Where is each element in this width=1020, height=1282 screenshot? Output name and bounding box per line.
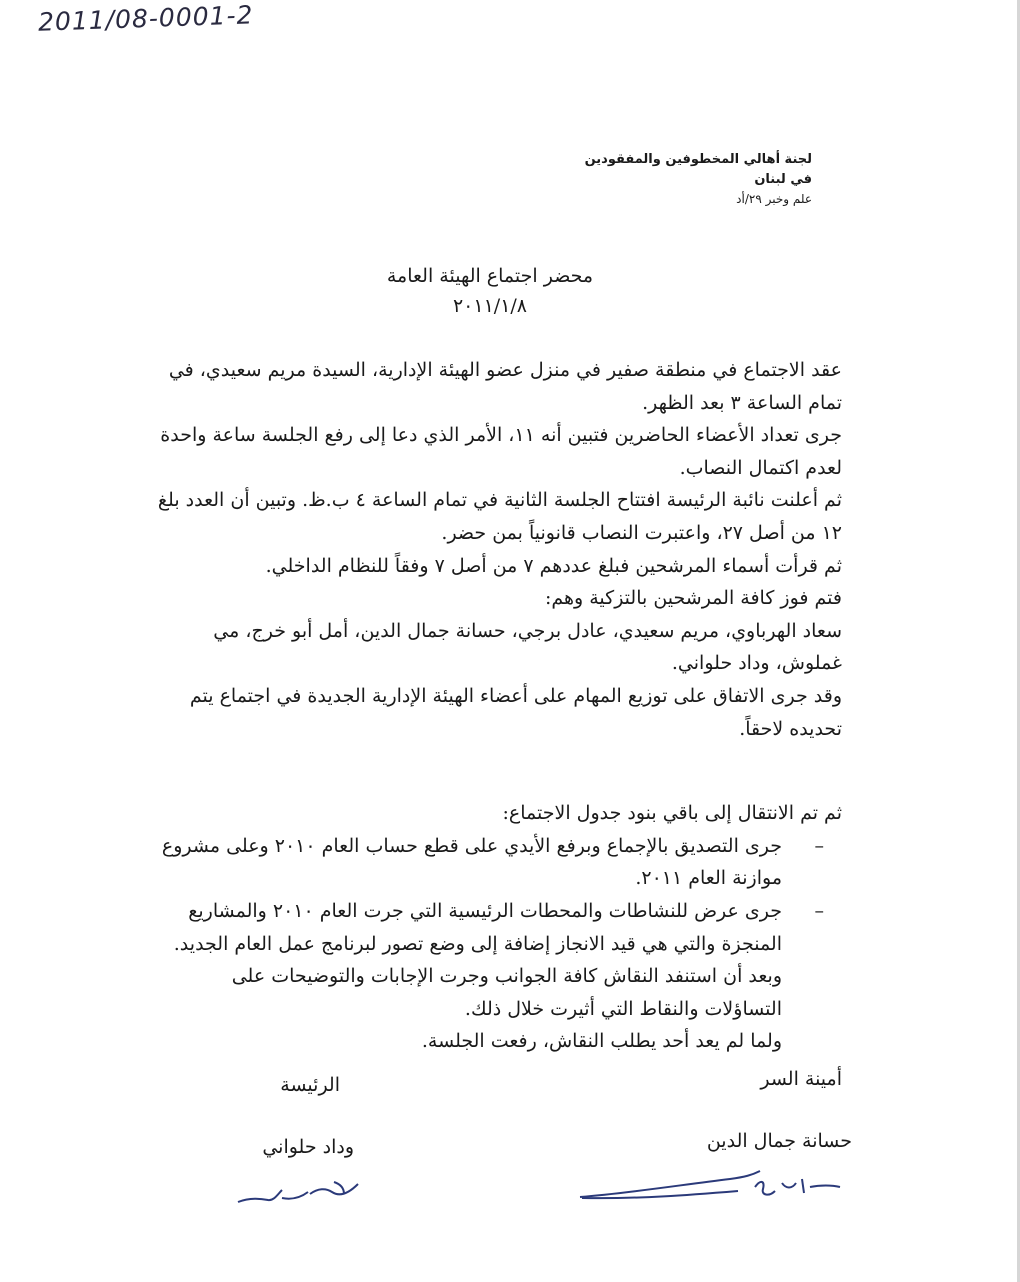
secretary-label: أمينة السر: [760, 1068, 842, 1090]
paragraph: سعاد الهرباوي، مريم سعيدي، عادل برجي، حسانة جمال الدين، أمل أبو خرج، مي غملوش، وداد حلواني.: [213, 619, 842, 675]
paragraph: ثم أعلنت نائبة الرئيسة افتتاح الجلسة الثانية في تمام الساعة ٤ ب.ظ. وتبين أن العدد بلغ ١٢ من أصل ٢٧، واعتبرت النصاب قانونياً بمن حضر.: [157, 489, 842, 544]
paragraph: عقد الاجتماع في منطقة صفير في منزل عضو الهيئة الإدارية، السيدة مريم سعيدي، في تمام الساعة ٣ بعد الظهر.: [168, 359, 842, 414]
closing-paragraph: ولما لم يعد أحد يطلب النقاش، رفعت الجلسة.: [421, 1030, 782, 1053]
secretary-name: حسانة جمال الدين: [706, 1130, 852, 1152]
paragraph: ثم قرأت أسماء المرشحين فبلغ عددهم ٧ من أصل ٧ وفقاً للنظام الداخلي.: [265, 554, 842, 577]
org-name-line1: لجنة أهالي المخطوفين والمفقودين: [584, 152, 812, 167]
org-name-line2: في لبنان: [754, 172, 812, 187]
paragraph: وقد جرى الاتفاق على توزيع المهام على أعضاء الهيئة الإدارية الجديدة في اجتماع يتم تحديده لاحقاً.: [189, 684, 842, 740]
closing-paragraph: وبعد أن استنفد النقاش كافة الجوانب وجرت الإجابات والتوضيحات على التساؤلات والنقاط التي أثيرت خلال ذلك.: [231, 965, 782, 1020]
minutes-body: [150, 354, 842, 1058]
agenda-item: [150, 830, 842, 895]
agenda-item: [150, 895, 842, 960]
dash-bullet-icon: –: [814, 899, 824, 922]
paragraph: فتم فوز كافة المرشحين بالتزكية وهم:: [544, 587, 842, 610]
org-reference: علم وخبر ٢٩/أد: [736, 192, 812, 206]
agenda-item-text: جرى التصديق بالإجماع وبرفع الأيدي على قطع حساب العام ٢٠١٠ وعلى مشروع موازنة العام ٢٠١١.: [161, 834, 782, 890]
paragraph: جرى تعداد الأعضاء الحاضرين فتبين أنه ١١، الأمر الذي دعا إلى رفع الجلسة ساعة واحدة لعدم اكتمال النصاب.: [160, 424, 842, 479]
president-label: الرئيسة: [280, 1074, 340, 1096]
document-number: 2011/08-0001-2: [37, 0, 254, 37]
president-signature: [230, 1172, 370, 1212]
document-title: محضر اجتماع الهيئة العامة: [386, 265, 594, 287]
agenda-item-text: جرى عرض للنشاطات والمحطات الرئيسية التي جرت العام ٢٠١٠ والمشاريع المنجزة والتي هي قيد الانجاز إضافة إلى وضع تصور لبرنامج عمل العام الجديد.: [173, 899, 782, 955]
president-name: وداد حلواني: [262, 1136, 354, 1158]
secretary-signature: [570, 1165, 850, 1210]
organization-header: [585, 150, 812, 208]
document-date: ٢٠١١/١/٨: [452, 295, 528, 317]
agenda-intro: ثم تم الانتقال إلى باقي بنود جدول الاجتماع:: [502, 802, 842, 825]
dash-bullet-icon: –: [814, 834, 824, 857]
